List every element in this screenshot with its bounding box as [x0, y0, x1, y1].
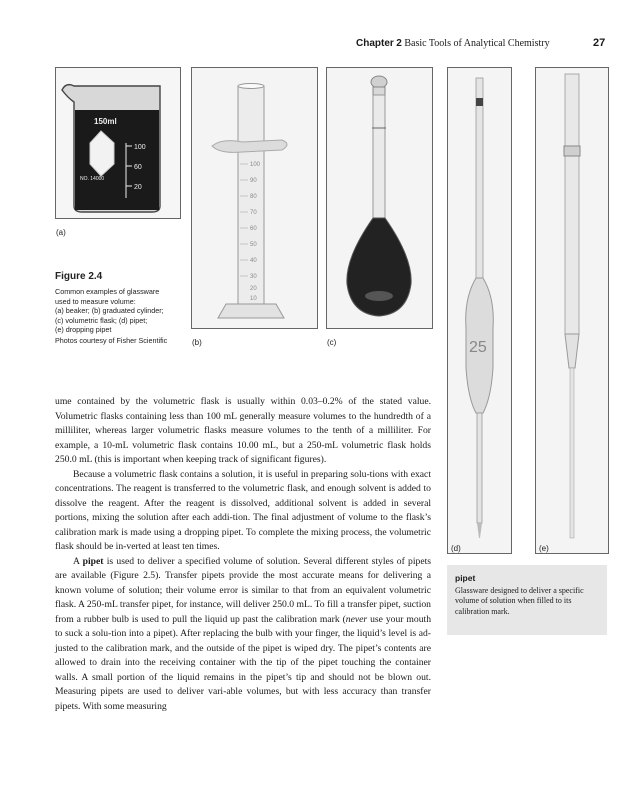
glossary-term: pipet [455, 573, 476, 583]
caption-line: (c) volumetric flask; (d) pipet; [55, 315, 148, 325]
photo-volumetric-flask [326, 67, 433, 329]
paragraph-preparing-solutions: Because a volumetric flask contains a solution, it is useful in preparing solu-tions with exact concentrations. The reagent is transferred to the volumetric flask, and enough solvent is added to dissolve the reagent. After the reagent is dissolved, additional solvent is added in several portions, mixing the solution after each addi-tion. The final adjustment of volume to the flask’s calibration mark is made using a dropping pipet. To complete the mixing process, the volumetric flask should be in-verted at least ten times. [55, 468, 432, 552]
beaker-marking-20: 20 [134, 184, 142, 191]
photo-label-c: (c) [327, 338, 337, 347]
photo-dropping-pipet [535, 67, 609, 554]
beaker-marking-no: NO. 14000 [80, 176, 105, 182]
glossary-margin-note [447, 565, 607, 635]
page-number: 27 [593, 37, 606, 49]
pipet-marking: 25 [469, 339, 487, 356]
svg-text:40: 40 [250, 258, 257, 264]
svg-text:10: 10 [250, 296, 257, 302]
svg-text:60: 60 [250, 226, 257, 232]
svg-text:20: 20 [250, 286, 257, 292]
chapter-label: Chapter [356, 38, 394, 49]
body-text [55, 395, 431, 714]
caption-line: used to measure volume: [55, 296, 136, 306]
paragraph-volumetric-accuracy: ume contained by the volumetric flask is usually within 0.03–0.2% of the stated value. Volumetric flasks containing less than 100 mL generally measure volumes to the hundredth of a milliliter, whereas larger volumetric flasks measure volumes to the tenth of a milliliter. For example, a 10-mL volumetric flask contains 10.00 mL, but a 250-mL volumetric flask holds 250.0 mL (this is important when keeping track of significant figures). [55, 396, 432, 465]
beaker-marking-60: 60 [134, 164, 142, 171]
beaker-marking-volume: 150ml [94, 117, 117, 126]
key-term-pipet: pipet [82, 555, 104, 567]
svg-text:80: 80 [250, 194, 257, 200]
paragraph-pipets: A pipet is used to deliver a specified volume of solution. Several different styles of pipets are available (Figure 2.5). Transfer pipets provide the most accurate means for delivering a known volume of solution; their volume error is similar to that from an equivalent volumetric flask. A 250-mL transfer pipet, for instance, will deliver 250.0 mL. To fill a transfer pipet, suction from a rubber bulb is used to pull the liquid up past the calibration mark (never use your mouth to suck a solu-tion into a pipet). After replacing the bulb with your finger, the liquid’s level is ad-justed to the calibration mark, and the outside of the pipet is wiped dry. The pipet’s contents are allowed to drain into the receiving container with the tip of the pipet touching the container walls. A small portion of the liquid remains in the pipet’s tip and should not be blown out. Measuring pipets are used to deliver vari-able volumes, but with less accuracy than transfer pipets. With some measuring [55, 555, 432, 712]
svg-text:70: 70 [250, 210, 257, 216]
photo-pipet [447, 67, 512, 554]
chapter-title: Basic Tools of Analytical Chemistry [404, 38, 550, 49]
running-header [356, 38, 550, 49]
photo-label-d: (d) [451, 544, 461, 553]
photo-label-e: (e) [539, 544, 549, 553]
svg-text:100: 100 [250, 162, 261, 168]
emphasis-never: never [345, 613, 368, 625]
svg-text:90: 90 [250, 178, 257, 184]
photo-label-b: (b) [192, 338, 202, 347]
photo-graduated-cylinder [191, 67, 318, 329]
figure-caption [55, 271, 185, 345]
glossary-definition: Glassware designed to deliver a specific volume of solution when filled to its calibration mark. [455, 585, 584, 616]
photo-beaker [55, 67, 181, 219]
caption-line: Common examples of glassware [55, 287, 160, 296]
figure-title: Figure 2.4 [55, 271, 103, 282]
photo-credit: Photos courtesy of Fisher Scientific [55, 335, 168, 345]
svg-text:30: 30 [250, 274, 257, 280]
caption-line: (a) beaker; (b) graduated cylinder; [55, 306, 164, 315]
caption-line: (e) dropping pipet [55, 325, 112, 334]
chapter-number: 2 [396, 38, 402, 49]
svg-text:50: 50 [250, 242, 257, 248]
photo-label-a: (a) [56, 228, 66, 237]
beaker-marking-100: 100 [134, 144, 146, 151]
